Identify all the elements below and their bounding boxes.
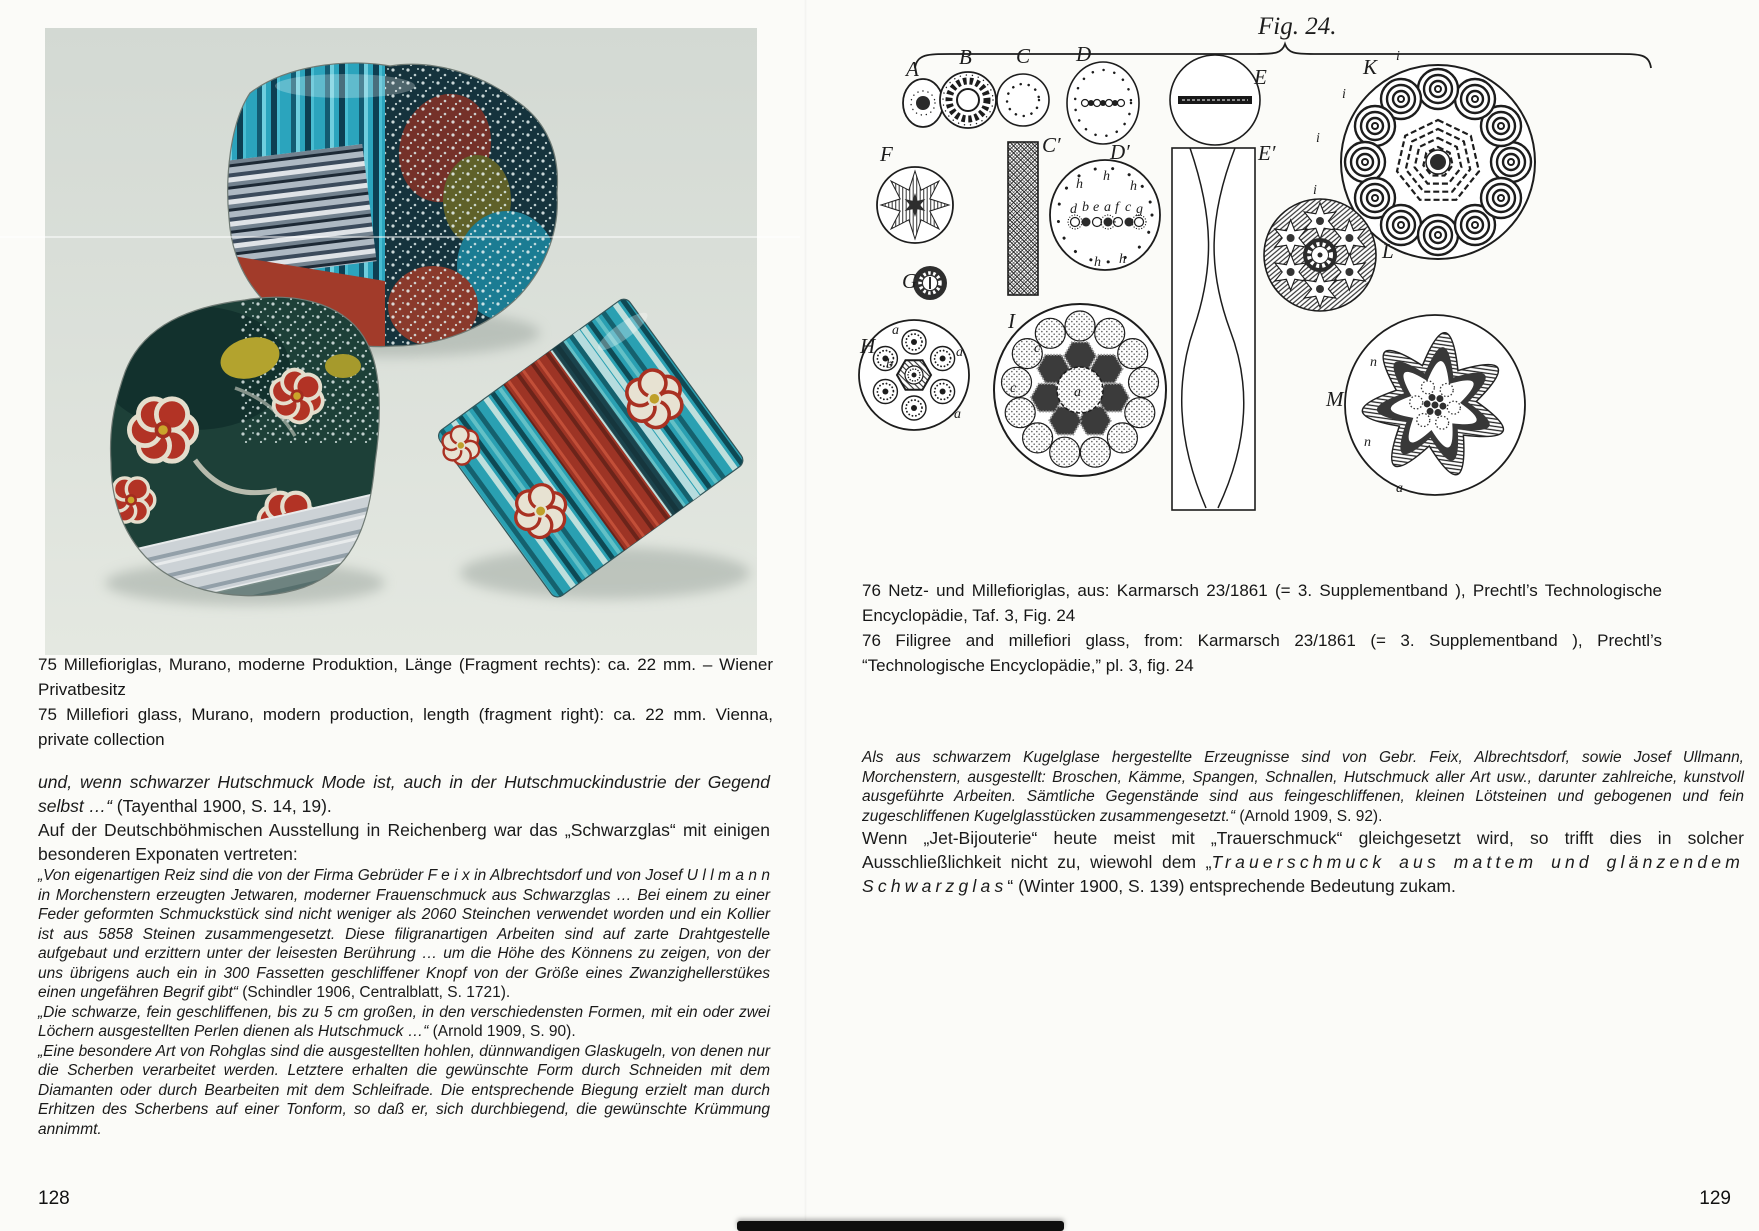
figure-label-a: A [906, 57, 919, 81]
figure-label-h: h [1119, 252, 1126, 267]
scan-artifact-bar [737, 1221, 1064, 1231]
figure-label-a: a [892, 323, 899, 338]
figure-label-d: D [1076, 42, 1092, 66]
figure-label-e: E [1254, 65, 1267, 89]
cane-B [940, 45, 996, 128]
cane-F [877, 142, 953, 243]
citation: (Tayenthal 1900, S. 14, 19). [116, 796, 332, 816]
body-text-run: “ (Winter 1900, S. 139) entsprechende Bedeutung zukam. [1007, 876, 1456, 896]
figure-label-i: i [1342, 87, 1346, 102]
figure-label-d: d [1070, 202, 1077, 217]
right-body-text [862, 748, 1744, 898]
cane-G [902, 266, 947, 300]
figure-label-g: g [1136, 202, 1143, 217]
figure-label-i: i [1316, 131, 1320, 146]
quote-text: „Von eigenartigen Reiz sind die von der Firma Gebrüder F e i x in Albrechtsdorf und von Josef U l l m a n n in Morchenstern erzeugten Jetwaren, moderner Frauenschmuck aus Schwarzglas … Bei einem zu einer Feder geformten Schmuckstück sind nicht weniger als 2060 Steinchen verwendet worden und ein Kollier ist aus 5858 Steinen zusammengesetzt. Diese filigranartigen Arbeiten sind auf zarte Drahtgestelle aufgebaut und erzittern unter der leisesten Berührung … um die Höhe des Könnens zu zeigen, von der uns übrigens auch ein in 300 Fassetten geschliffener Knopf von der Größe eines Zwanzighellerstükes einen ungefähren Begrif gibt“ [38, 867, 770, 1001]
caption-75 [38, 652, 773, 752]
figure-label-b: b [886, 357, 893, 372]
figure-label-h: h [1076, 177, 1083, 192]
figure-label-c: C [1016, 44, 1031, 68]
paragraph-quote-feix-exhibit [862, 748, 1744, 826]
paragraph-quote-feix [38, 866, 770, 1003]
millefiori-photo-svg [45, 28, 757, 655]
figure-label-c: c [1125, 200, 1132, 215]
cane-H [859, 320, 969, 430]
figure-label-a: a [954, 407, 961, 422]
paragraph-continuation [38, 770, 770, 818]
quote-text: Als aus schwarzem Kugelglase hergestellte Erzeugnisse sind von Gebr. Feix, Albrechtsdorf, sowie Josef Ullmann, Morchenstern, ausgestellt: Broschen, Kämme, Spangen, Schnallen, Hutschmuck aller Art usw., darunter zahlreiche, kunstvoll ausgeführte Arbeiten. Sämtliche Gegenstände sind aus feingeschliffenen, kleinen Lötsteinen und gebogenen und fein zugeschliffenen Kugelglasstücken zusammengesetzt.“ [862, 749, 1744, 825]
figure-label-e: e [1093, 200, 1100, 215]
cane-E [1170, 55, 1267, 145]
emphasized-quote: Trauerschmuck aus mattem und glänzendem Schwarzglas [862, 852, 1744, 896]
caption-76-de: 76 Netz- und Millefioriglas, aus: Karmarsch 23/1861 (= 3. Supplementband ), Prechtl’s Technologische Encyclopädie, Taf. 3, Fig. 24 [862, 581, 1662, 625]
caption-75-en: 75 Millefiori glass, Murano, modern production, length (fragment right): ca. 22 mm. Vienna, private collection [38, 705, 773, 749]
citation: (Schindler 1906, Centralblatt, S. 1721). [242, 984, 511, 1001]
millefiori-photo [45, 28, 757, 655]
figure-label-i: i [1396, 49, 1400, 64]
cane-E-prime [1172, 141, 1276, 510]
quote-text: „Die schwarze, fein geschliffenen, bis zu 5 cm großen, in den verschiedensten Formen, mit ein oder zwei Löchern ausgestellten Perlen dienen als Hutschmuck …“ [38, 1003, 770, 1040]
figure-label-g: G [902, 269, 918, 293]
figure-title: Fig. 24. [1258, 13, 1337, 40]
cane-A [903, 57, 943, 127]
cane-D-prime [1050, 140, 1160, 270]
figure-label-d-prime: D′ [1110, 140, 1130, 164]
figure-label-f: f [1115, 200, 1119, 215]
citation: (Arnold 1909, S. 92). [1239, 807, 1383, 825]
figure-label-m: M [1326, 387, 1344, 411]
figure-label-a: a [1074, 385, 1081, 400]
body-text-run: Wenn „Jet-Bijouterie“ heute meist mit „Trauerschmuck“ gleichgesetzt wird, so trifft dies in solcher Ausschließlichkeit nicht zu, wiewohl dem „ [862, 828, 1744, 872]
cane-C [997, 44, 1049, 126]
paragraph-quote-perlen [38, 1003, 770, 1042]
cane-D [1067, 42, 1139, 144]
figure-label-c: c [1010, 381, 1017, 396]
page-seam [804, 0, 807, 1231]
figure-label-h-cane: H [860, 334, 876, 358]
figure-label-a: a [956, 345, 963, 360]
figure-24-engraving [858, 8, 1742, 578]
paragraph-quote-rohglas: „Eine besondere Art von Rohglas sind die ausgestellten hohlen, dünnwandigen Glaskugeln, von denen nur die Scherben verarbeitet werden. Letztere erhalten die gewünschte Form durch Schneiden mit dem Diamanten oder durch Bearbeiten mit dem Schleifrade. Die entsprechende Biegung erzielt man durch Erhitzen des Scherbens auf einer Tonform, so daß er, sich durchbiegend, die gewünschte Krümmung annimmt. [38, 1042, 770, 1138]
figure-label-k: K [1363, 55, 1378, 79]
page-number-right: 129 [1699, 1188, 1731, 1209]
figure-label-i-cane: I [1008, 309, 1015, 333]
cane-M [1325, 315, 1525, 496]
figure-label-e-prime: E′ [1258, 141, 1276, 165]
figure-label-f: F [880, 142, 893, 166]
page-number-left: 128 [38, 1188, 70, 1209]
figure-label-a: a [1396, 481, 1403, 496]
figure-label-a: a [1104, 200, 1111, 215]
figure-label-h: h [1103, 169, 1110, 184]
figure-label-n: n [1364, 435, 1371, 450]
citation: (Arnold 1909, S. 90). [432, 1023, 576, 1040]
figure-label-n: n [1370, 355, 1377, 370]
figure-label-i: i [1313, 183, 1317, 198]
figure-label-l: L [1382, 239, 1394, 263]
figure-label-b: B [959, 45, 972, 69]
figure-label-c-prime: C′ [1042, 133, 1061, 157]
figure-label-b: b [1082, 200, 1089, 215]
quote-text: und, wenn schwarzer Hutschmuck Mode ist, auch in der Hutschmuckindustrie der Gegend selbst …“ [38, 772, 770, 816]
caption-76-en: 76 Filigree and millefiori glass, from: Karmarsch 23/1861 (= 3. Supplementband ), Prechtl’s “Technologische Encyclopädie,” pl. 3, fig. 24 [862, 631, 1662, 675]
figure-label-h: h [1094, 255, 1101, 270]
caption-76 [862, 578, 1662, 678]
figure-label-h: h [1130, 179, 1137, 194]
caption-75-de: 75 Millefioriglas, Murano, moderne Produktion, Länge (Fragment rechts): ca. 22 mm. – Wiener Privatbesitz [38, 655, 773, 699]
figure-label-c: c [1034, 341, 1041, 356]
paragraph-intro: Auf der Deutschböhmischen Ausstellung in Reichenberg war das „Schwarzglas“ mit einigen besonderen Exponaten vertreten: [38, 820, 770, 864]
cane-I [994, 304, 1166, 476]
left-body-text [38, 770, 770, 1139]
paragraph-jet-bijouterie [862, 826, 1744, 898]
